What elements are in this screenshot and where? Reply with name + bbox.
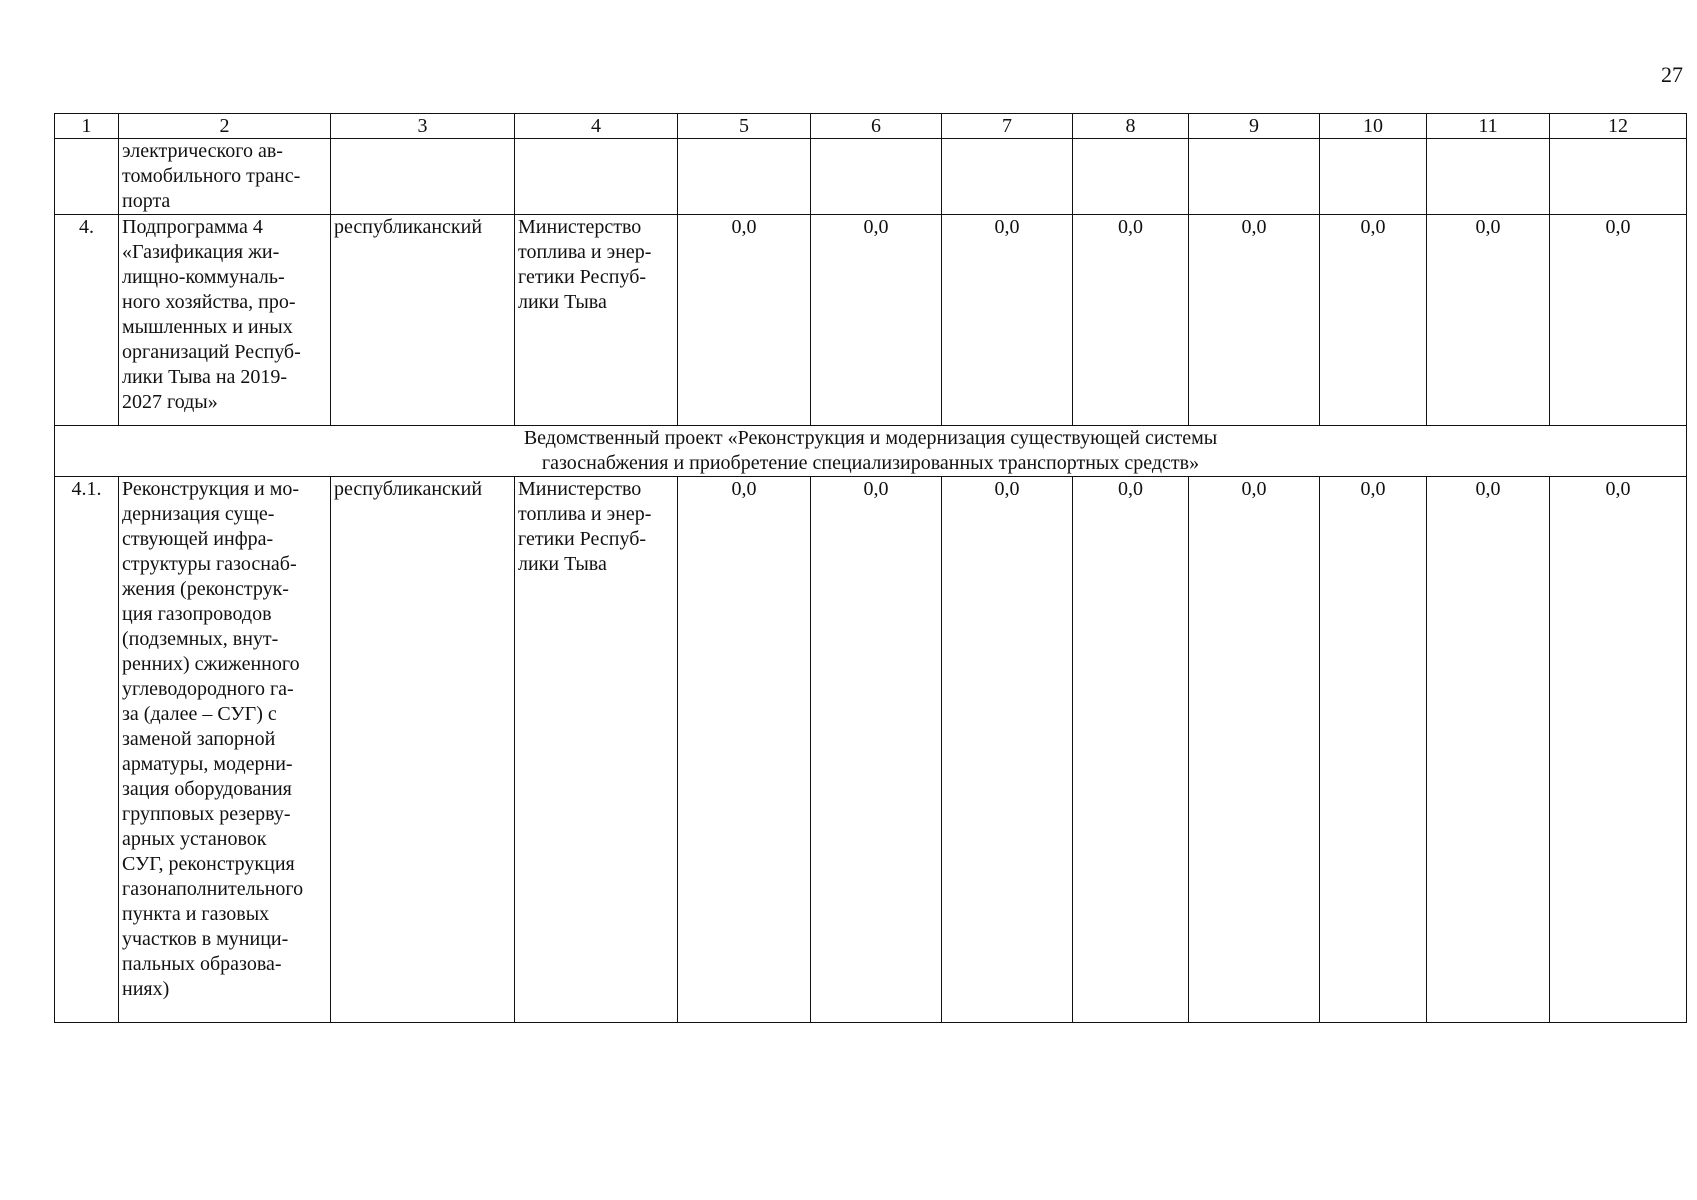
table-row-item-4-1	[55, 477, 1687, 1023]
row-value: 0,0	[1320, 215, 1427, 426]
row-name: электрического ав- томобильного транс- порта	[119, 139, 331, 215]
column-number-row	[55, 114, 1687, 139]
row-value: 0,0	[1073, 477, 1189, 1023]
table-row-project-heading	[55, 426, 1687, 477]
row-value	[1427, 139, 1550, 215]
column-number: 10	[1320, 114, 1427, 139]
row-source: республиканский	[331, 477, 515, 1023]
table-row-continuation	[55, 139, 1687, 215]
column-number: 1	[55, 114, 119, 139]
table-row-subprogram-4	[55, 215, 1687, 426]
row-value: 0,0	[1073, 215, 1189, 426]
row-value: 0,0	[942, 477, 1073, 1023]
program-table	[54, 113, 1687, 1023]
row-value	[1073, 139, 1189, 215]
column-number: 3	[331, 114, 515, 139]
row-value: 0,0	[1427, 215, 1550, 426]
column-number: 5	[678, 114, 811, 139]
row-number: 4.1.	[55, 477, 119, 1023]
project-heading	[55, 426, 1687, 477]
row-value: 0,0	[942, 215, 1073, 426]
row-value	[1550, 139, 1687, 215]
row-name: Реконструкция и мо- дернизация суще- ствующей инфра- структуры газоснаб- жения (реконструк- ция газопроводов (подземных, внут- ренних) сжиженного углеводородного га- за (далее – СУГ) с заменой запорной арматуры, модерни- зация оборудования групповых резерву- арных установок СУГ, реконструкция газонаполнительного пункта и газовых участков в муници- пальных образова- ниях)	[119, 477, 331, 1023]
page-number: 27	[1661, 62, 1683, 87]
project-heading-line: Ведомственный проект «Реконструкция и модернизация существующей системы	[523, 427, 1218, 449]
row-value	[1320, 139, 1427, 215]
column-number: 7	[942, 114, 1073, 139]
row-value: 0,0	[678, 215, 811, 426]
column-number: 9	[1189, 114, 1320, 139]
row-value: 0,0	[1427, 477, 1550, 1023]
row-value	[1189, 139, 1320, 215]
row-number: 4.	[55, 215, 119, 426]
row-value: 0,0	[678, 477, 811, 1023]
column-number: 11	[1427, 114, 1550, 139]
row-value	[678, 139, 811, 215]
row-executor: Министерство топлива и энер- гетики Респуб- лики Тыва	[515, 477, 678, 1023]
column-number: 4	[515, 114, 678, 139]
row-value: 0,0	[1189, 477, 1320, 1023]
column-number: 6	[811, 114, 942, 139]
row-executor	[515, 139, 678, 215]
row-number	[55, 139, 119, 215]
row-value: 0,0	[1320, 477, 1427, 1023]
row-value: 0,0	[811, 215, 942, 426]
row-value: 0,0	[1189, 215, 1320, 426]
row-source	[331, 139, 515, 215]
row-value: 0,0	[1550, 477, 1687, 1023]
column-number: 2	[119, 114, 331, 139]
column-number: 8	[1073, 114, 1189, 139]
row-value: 0,0	[811, 477, 942, 1023]
row-name: Подпрограмма 4 «Газификация жи- лищно-коммуналь- ного хозяйства, про- мышленных и иных организаций Респуб- лики Тыва на 2019- 2027 годы»	[119, 215, 331, 426]
row-executor: Министерство топлива и энер- гетики Респуб- лики Тыва	[515, 215, 678, 426]
row-value	[811, 139, 942, 215]
row-value	[942, 139, 1073, 215]
project-heading-line: газоснабжения и приобретение специализированных транспортных средств»	[541, 452, 1200, 474]
row-value: 0,0	[1550, 215, 1687, 426]
column-number: 12	[1550, 114, 1687, 139]
row-source: республиканский	[331, 215, 515, 426]
